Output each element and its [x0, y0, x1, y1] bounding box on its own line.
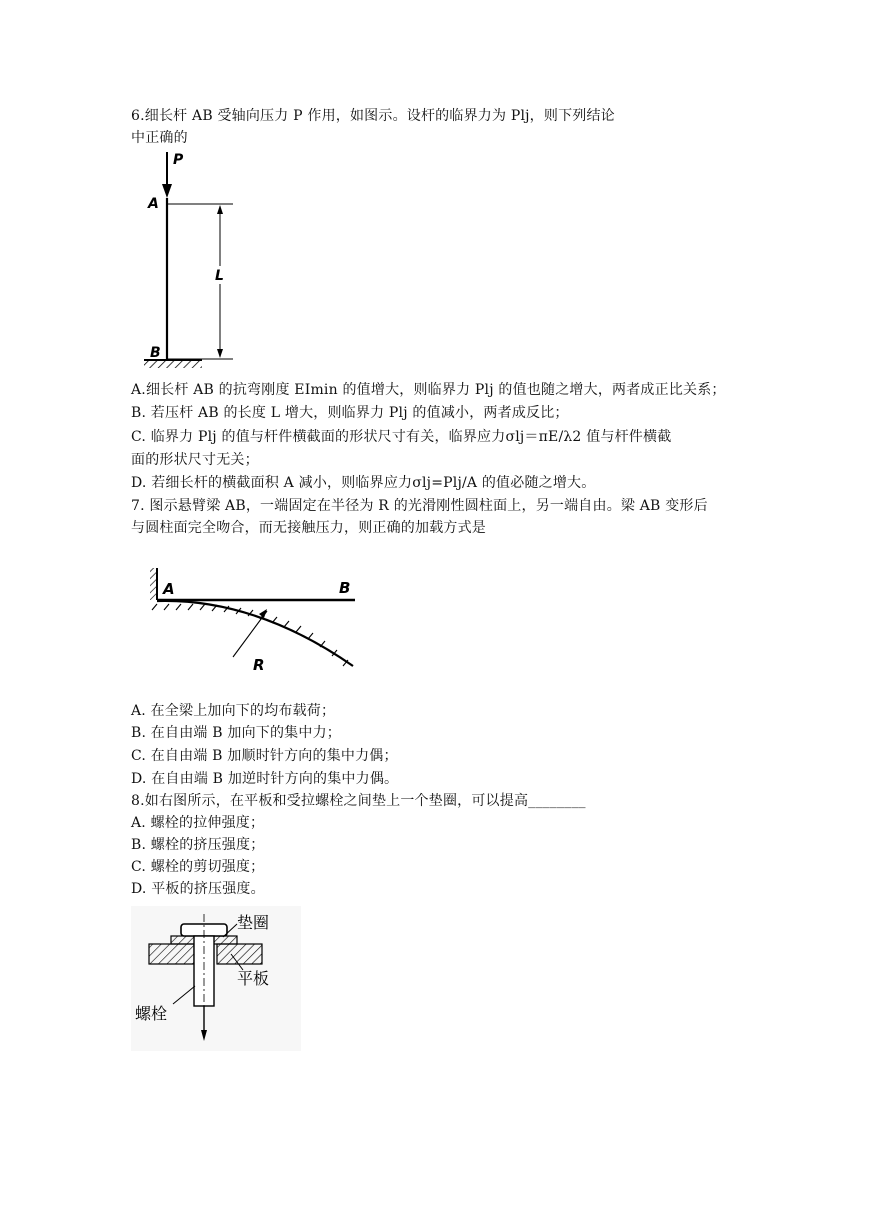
q8-option-b: B. 螺栓的挤压强度；: [131, 837, 265, 853]
q7-label-r: R: [253, 656, 265, 674]
q8-option-c: C. 螺栓的剪切强度；: [131, 859, 265, 875]
q7-stem-line2: 与圆柱面完全吻合，而无接触压力，则正确的加载方式是: [131, 520, 486, 536]
q6-label-a: A: [148, 196, 159, 212]
q8-stem: 8.如右图所示，在平板和受拉螺栓之间垫上一个垫圈，可以提高________: [131, 793, 586, 809]
q6-label-l: L: [215, 268, 224, 284]
q6-stem-line1: 6.细长杆 AB 受轴向压力 P 作用，如图示。设杆的临界力为 Plj，则下列结论: [131, 108, 615, 124]
q7-option-b: B. 在自由端 B 加向下的集中力；: [131, 725, 341, 741]
q8-label-bolt: 螺栓: [135, 1004, 168, 1023]
q6-ground-hatch: [144, 361, 202, 368]
q6-label-p: P: [173, 152, 184, 168]
q7-label-a: A: [163, 580, 175, 598]
q7-option-a: A. 在全梁上加向下的均布载荷；: [131, 703, 336, 719]
q8-plate-right: [217, 944, 262, 964]
q7-option-c: C. 在自由端 B 加顺时针方向的集中力偶；: [131, 748, 398, 764]
q6-option-c-line1: C. 临界力 Plj 的值与杆件横截面的形状尺寸有关，临界应力σlj＝πE/λ2 值与杆件横截: [131, 429, 672, 445]
q8-option-a: A. 螺栓的拉伸强度；: [131, 815, 265, 831]
q7-radius-line: [233, 611, 267, 657]
q6-load-arrow-head: [162, 184, 172, 198]
q8-bolt-figure: [131, 906, 301, 1051]
q6-option-a: A.细长杆 AB 的抗弯刚度 EImin 的值增大，则临界力 Plj 的值也随之增大，两者成正比关系；: [131, 382, 726, 398]
q6-label-b: B: [150, 345, 161, 361]
q7-option-d: D. 在自由端 B 加逆时针方向的集中力偶。: [131, 771, 399, 787]
q6-stem-line2: 中正确的: [131, 130, 188, 146]
q7-cantilever-figure: [145, 562, 385, 682]
q6-option-c-line2: 面的形状尺寸无关；: [131, 452, 259, 468]
q8-plate-left: [149, 944, 194, 964]
q6-dim-arrow-bottom: [217, 349, 223, 358]
q7-cylinder-hatch: [152, 604, 348, 666]
q7-wall-hatch: [150, 568, 157, 600]
q7-stem-line1: 7. 图示悬臂梁 AB，一端固定在半径为 R 的光滑刚性圆柱面上，另一端自由。梁 AB 变形后: [131, 498, 708, 514]
q6-option-b: B. 若压杆 AB 的长度 L 增大，则临界力 Plj 的值减小，两者成反比；: [131, 405, 569, 421]
q6-option-d: D. 若细长杆的横截面积 A 减小，则临界应力σlj=Plj/A 的值必随之增大。: [131, 475, 596, 491]
q7-label-b: B: [339, 579, 351, 597]
q8-label-washer: 垫圈: [237, 913, 270, 932]
q6-column-figure: [140, 148, 270, 373]
q8-option-d: D. 平板的挤压强度。: [131, 881, 265, 897]
q6-dim-arrow-top: [217, 205, 223, 214]
q8-label-plate: 平板: [237, 969, 270, 988]
